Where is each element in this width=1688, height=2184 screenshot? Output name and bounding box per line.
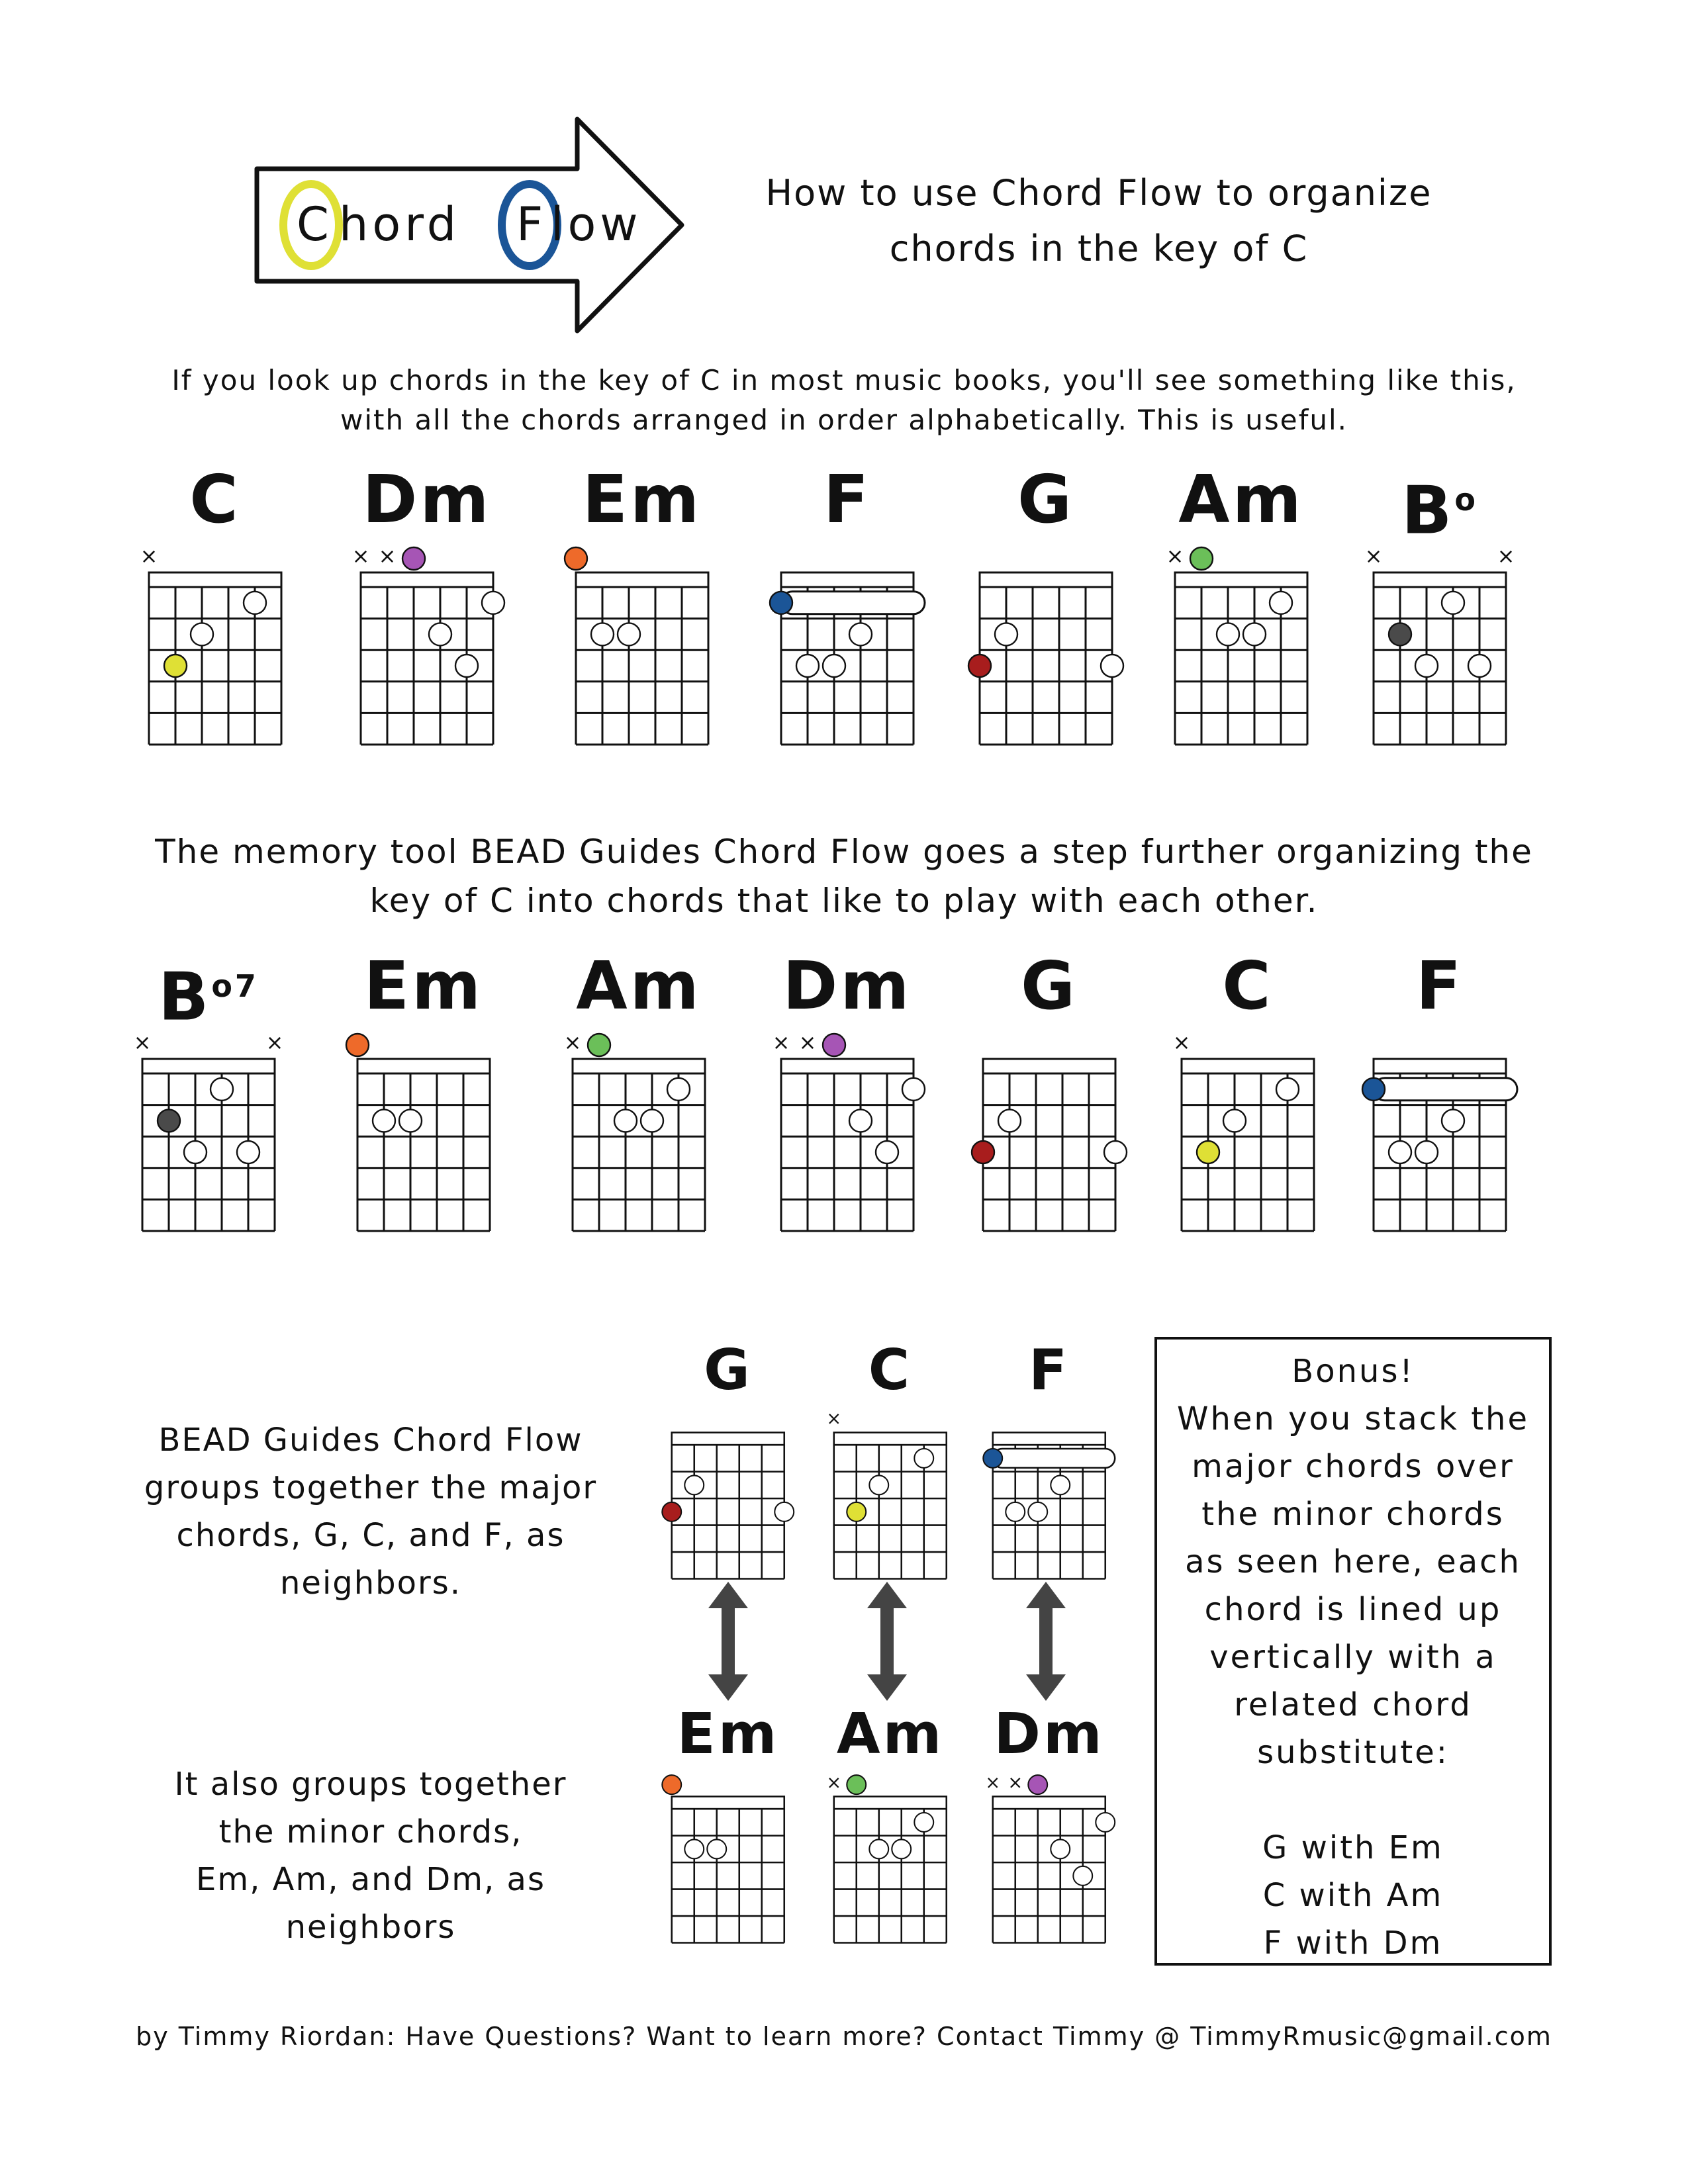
chord-diagram-em: [357, 946, 490, 1244]
chord-diagram-em: [672, 1701, 784, 1956]
fretboard-grid: [1364, 539, 1516, 758]
middle-paragraph: [99, 827, 1589, 925]
finger-marker: [870, 1839, 889, 1858]
chord-name-text: Dm: [994, 1702, 1105, 1767]
chord-name-text: B: [1401, 471, 1455, 549]
barre-marker: [781, 592, 925, 614]
chord-name-text: Em: [677, 1702, 780, 1767]
chord-name: [983, 946, 1115, 1026]
chord-name-superscript: o7: [211, 968, 259, 1004]
chord-name: [576, 460, 708, 539]
chord-diagram-f: [1374, 946, 1506, 1244]
finger-marker: [708, 1839, 727, 1858]
bonus-line: Bonus!: [1291, 1353, 1415, 1390]
muted-string-marker: ×: [265, 1030, 284, 1055]
chord-name-superscript: o: [1454, 482, 1478, 518]
fretboard-grid: [139, 539, 291, 758]
chord-diagram-am: [1166, 460, 1307, 758]
intro-line-2: with all the chords arranged in order alphabetically. This is useful.: [340, 404, 1348, 436]
finger-marker: [892, 1839, 912, 1858]
root-note-marker: [847, 1775, 867, 1794]
chord-name-text: Dm: [782, 947, 912, 1024]
finger-marker: [876, 1141, 898, 1163]
chord-name: [361, 460, 493, 539]
finger-marker: [902, 1078, 925, 1101]
bonus-line: vertically with a: [1209, 1639, 1497, 1676]
root-note-marker: [663, 1775, 682, 1794]
chord-name-text: G: [704, 1338, 753, 1403]
fretboard-grid: [348, 1026, 500, 1244]
bonus-line: F with Dm: [1263, 1925, 1443, 1962]
chord-name-text: G: [1020, 947, 1078, 1024]
muted-string-marker: ×: [352, 543, 370, 569]
major-group-text: [106, 1416, 635, 1607]
fretboard-grid: [663, 1768, 793, 1954]
fretboard-grid: [132, 1026, 285, 1244]
chord-diagram-f: [993, 1337, 1105, 1592]
chord-name: [781, 460, 914, 539]
finger-marker: [667, 1078, 690, 1101]
muted-string-marker: ×: [772, 1030, 790, 1055]
chord-name: [781, 946, 914, 1026]
chord-name-text: Dm: [362, 461, 492, 538]
logo-c-initial: C: [297, 197, 329, 251]
page-title-line-2: chords in the key of C: [889, 228, 1309, 269]
finger-marker: [455, 655, 478, 677]
chord-name: [980, 460, 1112, 539]
muted-string-marker: ×: [798, 1030, 817, 1055]
double-arrow-icon: [867, 1582, 907, 1701]
finger-marker: [870, 1475, 889, 1494]
finger-marker: [796, 655, 819, 677]
bonus-box: [1154, 1337, 1552, 1966]
finger-marker: [618, 623, 640, 645]
finger-marker: [1223, 1109, 1246, 1132]
muted-string-marker: ×: [826, 1772, 842, 1794]
chord-name-text: B: [158, 958, 212, 1036]
root-note-marker: [158, 1109, 180, 1132]
root-note-marker: [968, 655, 991, 677]
major-text-line: groups together the major: [144, 1469, 598, 1506]
finger-marker: [191, 623, 213, 645]
finger-marker: [849, 623, 872, 645]
finger-marker: [1051, 1839, 1070, 1858]
root-note-marker: [663, 1502, 682, 1522]
root-note-marker: [164, 655, 187, 677]
chord-diagram-g: [980, 460, 1112, 758]
logo-hord: hord: [339, 197, 461, 251]
finger-marker: [1468, 655, 1491, 677]
chord-name: [993, 1337, 1105, 1404]
chord-name: [834, 1337, 947, 1404]
chord-name-text: C: [868, 1338, 913, 1403]
logo-low: low: [551, 197, 642, 251]
finger-marker: [614, 1109, 637, 1132]
page-title-line-1: How to use Chord Flow to organize: [765, 172, 1432, 214]
finger-marker: [823, 655, 845, 677]
fretboard-grid: [825, 1768, 955, 1954]
chord-diagram-am: [826, 1701, 947, 1956]
middle-line-1: The memory tool BEAD Guides Chord Flow goes a step further organizing the: [155, 833, 1533, 871]
chord-name-text: C: [1222, 947, 1274, 1024]
muted-string-marker: ×: [1166, 543, 1184, 569]
logo-f-initial: F: [516, 197, 543, 251]
chord-name: [1374, 946, 1506, 1026]
chord-name-text: Am: [836, 1702, 945, 1767]
finger-marker: [849, 1109, 872, 1132]
bonus-line: When you stack the: [1176, 1400, 1529, 1437]
intro-line-1: If you look up chords in the key of C in most music books, you'll see something like this,: [171, 364, 1517, 396]
chord-diagram-dm: [772, 946, 914, 1244]
fretboard-grid: [1364, 1026, 1516, 1244]
chord-diagram-em: [576, 460, 708, 758]
chord-name: [142, 946, 275, 1036]
bonus-line: related chord: [1234, 1686, 1472, 1723]
muted-string-marker: ×: [1364, 543, 1383, 569]
root-note-marker: [402, 547, 425, 570]
chord-name: [1374, 460, 1506, 550]
finger-marker: [1270, 592, 1292, 614]
fretboard-grid: [825, 1404, 955, 1590]
finger-marker: [373, 1109, 395, 1132]
finger-marker: [915, 1449, 934, 1468]
finger-marker: [641, 1109, 663, 1132]
fretboard-grid: [984, 1768, 1114, 1954]
bonus-line: G with Em: [1262, 1829, 1444, 1866]
root-note-marker: [1190, 547, 1213, 570]
muted-string-marker: ×: [1172, 1030, 1191, 1055]
substitute-arrows: [675, 1582, 1125, 1701]
chord-name: [834, 1701, 947, 1768]
root-note-marker: [588, 1034, 610, 1056]
chord-name-text: Am: [1178, 461, 1304, 538]
root-note-marker: [984, 1449, 1003, 1468]
chord-diagram-am: [563, 946, 705, 1244]
double-arrow-icon: [708, 1582, 748, 1701]
finger-marker: [1415, 1141, 1438, 1163]
muted-string-marker: ×: [1008, 1772, 1023, 1794]
root-note-marker: [346, 1034, 369, 1056]
bonus-line: as seen here, each: [1185, 1543, 1521, 1580]
finger-marker: [1415, 655, 1438, 677]
fretboard-grid: [973, 1026, 1125, 1244]
chord-name: [672, 1337, 784, 1404]
finger-marker: [1096, 1813, 1115, 1832]
chord-name: [993, 1701, 1105, 1768]
chord-diagram-f: [781, 460, 914, 758]
root-note-marker: [1197, 1141, 1219, 1163]
finger-marker: [591, 623, 614, 645]
finger-marker: [1029, 1502, 1048, 1522]
finger-marker: [429, 623, 451, 645]
root-note-marker: [1362, 1078, 1385, 1101]
fretboard-grid: [970, 539, 1122, 758]
minor-text-line: It also groups together: [174, 1766, 567, 1803]
page-title: [715, 165, 1483, 277]
muted-string-marker: ×: [985, 1772, 1001, 1794]
major-text-line: neighbors.: [279, 1565, 461, 1602]
footer: by Timmy Riordan: Have Questions? Want to learn more? Contact Timmy @ TimmyRmusic@gmail.com: [136, 2022, 1552, 2051]
finger-marker: [237, 1141, 259, 1163]
fretboard-grid: [663, 1404, 793, 1590]
chord-diagram-c: [140, 460, 281, 758]
finger-marker: [775, 1502, 794, 1522]
finger-marker: [995, 623, 1017, 645]
root-note-marker: [770, 592, 792, 614]
muted-string-marker: ×: [378, 543, 397, 569]
finger-marker: [998, 1109, 1021, 1132]
muted-string-marker: ×: [1497, 543, 1515, 569]
chord-diagram-c: [826, 1337, 947, 1592]
minor-group-text: [106, 1760, 635, 1951]
finger-marker: [184, 1141, 207, 1163]
finger-marker: [1074, 1866, 1093, 1886]
chord-name-text: G: [1017, 461, 1075, 538]
root-note-marker: [823, 1034, 845, 1056]
double-arrow-icon: [1026, 1582, 1066, 1701]
finger-marker: [1051, 1475, 1070, 1494]
major-text-line: BEAD Guides Chord Flow: [158, 1422, 583, 1459]
muted-string-marker: ×: [826, 1408, 842, 1430]
root-note-marker: [972, 1141, 994, 1163]
root-note-marker: [847, 1502, 867, 1522]
fretboard-grid: [771, 1026, 923, 1244]
bonus-line: C with Am: [1262, 1877, 1444, 1914]
chord-name: [1182, 946, 1314, 1026]
chord-diagram-g: [983, 946, 1115, 1244]
finger-marker: [399, 1109, 422, 1132]
finger-marker: [1104, 1141, 1127, 1163]
chord-name-text: Am: [576, 947, 702, 1024]
fretboard-grid: [1165, 539, 1317, 758]
finger-marker: [1276, 1078, 1299, 1101]
muted-string-marker: ×: [140, 543, 158, 569]
fretboard-grid: [563, 1026, 715, 1244]
chord-diagram-b-o7: [133, 946, 284, 1244]
root-note-marker: [1029, 1775, 1048, 1794]
chord-name: [149, 460, 281, 539]
barre-marker: [993, 1449, 1115, 1468]
chord-diagram-g: [672, 1337, 784, 1592]
fretboard-grid: [351, 539, 503, 758]
fretboard-grid: [984, 1404, 1114, 1590]
finger-marker: [211, 1078, 233, 1101]
middle-line-2: key of C into chords that like to play with each other.: [369, 882, 1319, 920]
chord-name-text: F: [1415, 947, 1464, 1024]
fretboard-grid: [1172, 1026, 1324, 1244]
root-note-marker: [565, 547, 587, 570]
chord-name: [573, 946, 705, 1026]
muted-string-marker: ×: [563, 1030, 582, 1055]
chord-name: [672, 1701, 784, 1768]
finger-marker: [1217, 623, 1239, 645]
bonus-line: major chords over: [1192, 1448, 1515, 1485]
bonus-line: chord is lined up: [1204, 1591, 1502, 1628]
bonus-line: the minor chords: [1201, 1496, 1505, 1533]
chord-name-text: F: [823, 461, 872, 538]
finger-marker: [1442, 1109, 1464, 1132]
chord-diagram-dm: [985, 1701, 1105, 1956]
minor-text-line: the minor chords,: [218, 1813, 523, 1850]
chord-name-text: Em: [363, 947, 484, 1024]
finger-marker: [685, 1475, 704, 1494]
finger-marker: [1442, 592, 1464, 614]
finger-marker: [482, 592, 504, 614]
muted-string-marker: ×: [133, 1030, 152, 1055]
finger-marker: [685, 1839, 704, 1858]
chord-diagram-b-o: [1364, 460, 1515, 758]
chord-name-text: Em: [582, 461, 702, 538]
root-note-marker: [1389, 623, 1411, 645]
chord-diagram-dm: [352, 460, 493, 758]
bonus-line: substitute:: [1257, 1734, 1449, 1771]
intro-paragraph: [99, 361, 1589, 440]
finger-marker: [1006, 1502, 1025, 1522]
fretboard-grid: [771, 539, 923, 758]
minor-text-line: neighbors: [285, 1909, 456, 1946]
chord-name-text: F: [1028, 1338, 1070, 1403]
chord-diagram-c: [1172, 946, 1314, 1244]
major-text-line: chords, G, C, and F, as: [176, 1517, 565, 1554]
fretboard-grid: [566, 539, 718, 758]
finger-marker: [244, 592, 266, 614]
chord-name: [357, 946, 490, 1026]
chord-name: [1175, 460, 1307, 539]
chord-flow-logo: [252, 113, 688, 338]
finger-marker: [915, 1813, 934, 1832]
finger-marker: [1389, 1141, 1411, 1163]
minor-text-line: Em, Am, and Dm, as: [196, 1861, 545, 1898]
finger-marker: [1101, 655, 1123, 677]
finger-marker: [1243, 623, 1266, 645]
chord-name-text: C: [189, 461, 241, 538]
barre-marker: [1374, 1078, 1517, 1101]
